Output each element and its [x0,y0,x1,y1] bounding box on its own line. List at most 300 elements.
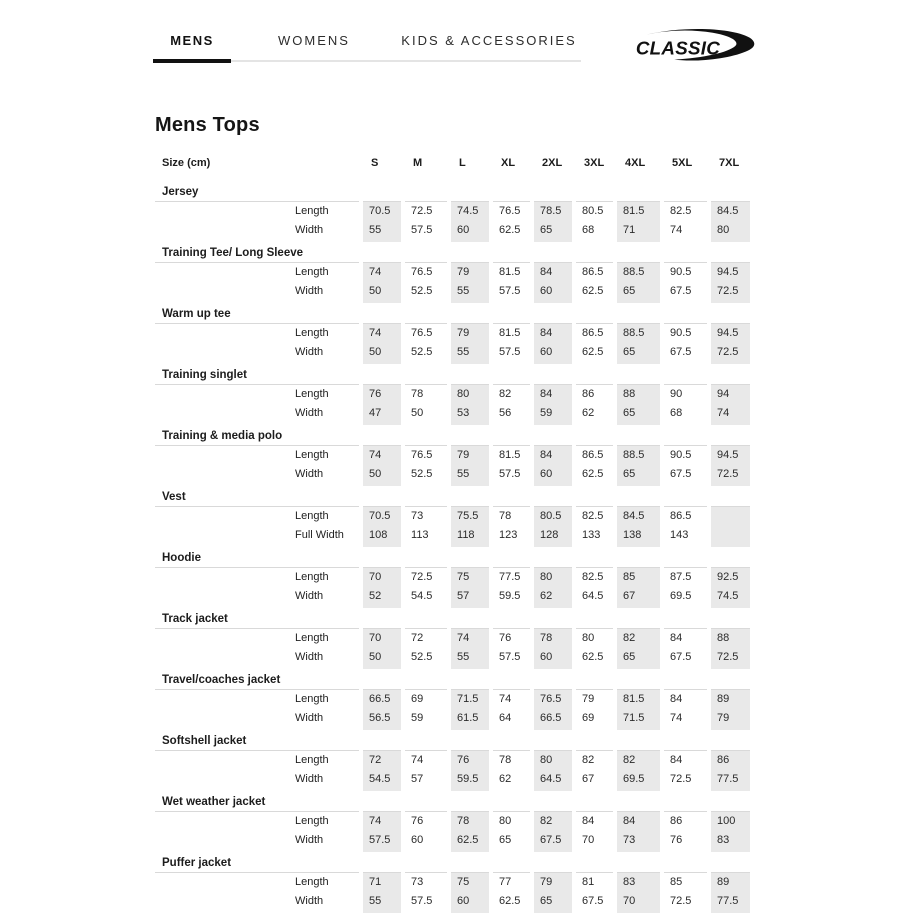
tab-womens[interactable]: WOMENS [278,33,350,48]
size-value-cell: 84 [662,690,709,710]
measurement-row [155,404,752,425]
row-spacer [155,770,295,791]
measurement-row [155,831,752,852]
size-value-cell: 90.5 [662,263,709,283]
measurement-label: Length [295,693,329,705]
size-header-row [155,153,752,181]
measurement-label: Length [295,205,329,217]
size-value-cell: 62.5 [574,282,615,303]
size-value-cell: 75 [449,568,491,588]
size-value-cell: 88.5 [615,446,662,466]
size-value-cell: 50 [361,648,403,669]
size-value-cell: 62.5 [491,892,532,913]
size-value-cell: 83 [709,831,752,852]
size-value-cell: 92.5 [709,568,752,588]
measurement-row [155,690,752,710]
size-value-cell: 82 [615,751,662,771]
size-value-cell: 88.5 [615,324,662,344]
size-value-cell: 84 [532,385,574,405]
size-value-cell: 86.5 [662,507,709,527]
size-value-cell: 78 [403,385,449,405]
size-value-cell: 85 [662,873,709,893]
size-value-cell: 62.5 [574,648,615,669]
size-value-cell: 79 [449,446,491,466]
row-spacer [155,221,295,242]
size-value-cell: 75.5 [449,507,491,527]
size-value-cell: 62 [491,770,532,791]
size-value-cell: 72.5 [403,202,449,222]
size-value-cell: 78 [449,812,491,832]
size-value-cell: 78 [532,629,574,649]
size-value-cell: 86.5 [574,263,615,283]
measurement-label: Width [295,407,324,419]
size-value-cell: 70 [615,892,662,913]
size-value-cell: 113 [403,526,449,547]
size-value-cell: 65 [615,343,662,364]
size-value-cell: 81.5 [491,263,532,283]
size-value-cell: 78 [491,507,532,527]
size-value-cell: 81.5 [491,324,532,344]
size-value-cell: 60 [449,892,491,913]
size-value-cell: 77.5 [709,892,752,913]
size-value-cell: 64.5 [532,770,574,791]
row-spacer [155,629,295,649]
measurement-label: Length [295,754,329,766]
size-value-cell: 81 [574,873,615,893]
size-value-cell: 67.5 [662,465,709,486]
category-name: Track jacket [155,608,752,629]
size-value-cell: 59 [403,709,449,730]
tab-mens[interactable]: MENS [170,33,214,48]
size-value-cell: 55 [449,465,491,486]
size-value-cell: 76 [449,751,491,771]
size-value-cell: 94 [709,385,752,405]
measurement-row [155,709,752,730]
size-value-cell: 81.5 [491,446,532,466]
size-value-cell: 55 [361,892,403,913]
size-value-cell: 52.5 [403,648,449,669]
logo-text: CLASSIC [635,37,721,59]
size-value-cell: 59.5 [449,770,491,791]
size-value-cell: 76.5 [403,446,449,466]
category-name: Training singlet [155,364,752,385]
size-chart-table [155,153,754,913]
size-value-cell: 94.5 [709,324,752,344]
size-value-cell: 72.5 [709,648,752,669]
size-value-cell: 54.5 [361,770,403,791]
measurement-label: Length [295,815,329,827]
size-value-cell: 62.5 [491,221,532,242]
category-row [155,242,752,263]
size-value-cell: 76 [361,385,403,405]
size-value-cell: 86 [574,385,615,405]
size-value-cell: 55 [449,282,491,303]
size-col-header: 4XL [625,157,646,169]
measurement-row [155,751,752,771]
measurement-row [155,770,752,791]
size-value-cell: 69 [574,709,615,730]
measurement-label: Length [295,266,329,278]
category-row [155,730,752,751]
size-value-cell: 138 [615,526,662,547]
measurement-label: Length [295,449,329,461]
size-value-cell: 74 [361,446,403,466]
size-col-header: 7XL [719,157,740,169]
size-value-cell: 128 [532,526,574,547]
size-value-cell: 71 [615,221,662,242]
size-value-cell: 118 [449,526,491,547]
size-value-cell: 50 [361,343,403,364]
category-row [155,181,752,202]
size-value-cell: 62 [532,587,574,608]
size-value-cell: 71 [361,873,403,893]
size-value-cell: 85 [615,568,662,588]
size-value-cell: 67.5 [574,892,615,913]
size-value-cell: 50 [361,282,403,303]
size-value-cell: 82 [574,751,615,771]
row-spacer [155,751,295,771]
category-name: Puffer jacket [155,852,752,873]
size-value-cell: 123 [491,526,532,547]
measurement-label: Width [295,224,324,236]
row-spacer [155,343,295,364]
measurement-label: Width [295,590,324,602]
size-value-cell: 65 [615,404,662,425]
measurement-row [155,446,752,466]
size-value-cell: 52.5 [403,465,449,486]
page-title: Mens Tops [155,114,260,136]
size-value-cell: 94.5 [709,446,752,466]
size-value-cell: 86 [662,812,709,832]
measurement-row [155,282,752,303]
measurement-label: Width [295,346,324,358]
size-value-cell: 73 [403,507,449,527]
size-col-header: 3XL [584,157,605,169]
size-value-cell: 74 [662,221,709,242]
row-spacer [155,282,295,303]
size-value-cell: 143 [662,526,709,547]
size-value-cell: 65 [615,648,662,669]
size-value-cell: 55 [361,221,403,242]
size-value-cell: 74 [709,404,752,425]
category-row [155,303,752,324]
size-value-cell: 84 [615,812,662,832]
size-value-cell: 76.5 [403,263,449,283]
size-value-cell: 81.5 [615,690,662,710]
size-col-header: M [413,157,423,169]
size-value-cell: 55 [449,343,491,364]
size-value-cell: 70 [361,568,403,588]
size-value-cell: 59 [532,404,574,425]
category-name: Travel/coaches jacket [155,669,752,690]
row-spacer [155,465,295,486]
measurement-label: Length [295,876,329,888]
size-value-cell: 90.5 [662,324,709,344]
size-value-cell: 67 [615,587,662,608]
size-value-cell: 69.5 [662,587,709,608]
size-value-cell: 65 [615,465,662,486]
measurement-row [155,385,752,405]
measurement-label: Length [295,632,329,644]
row-spacer [155,385,295,405]
size-value-cell: 74 [449,629,491,649]
category-name: Training & media polo [155,425,752,446]
row-spacer [155,446,295,466]
size-value-cell: 60 [532,648,574,669]
size-value-cell: 62.5 [574,343,615,364]
size-value-cell: 88 [615,385,662,405]
size-value-cell: 57.5 [491,282,532,303]
size-value-cell: 82 [532,812,574,832]
size-value-cell: 67.5 [662,282,709,303]
size-value-cell: 77 [491,873,532,893]
size-value-cell: 80 [574,629,615,649]
size-value-cell: 133 [574,526,615,547]
size-value-cell: 57.5 [491,648,532,669]
size-value-cell: 74 [491,690,532,710]
size-value-cell: 86.5 [574,324,615,344]
category-row [155,852,752,873]
size-value-cell: 70.5 [361,507,403,527]
size-value-cell: 88.5 [615,263,662,283]
size-value-cell: 84 [532,446,574,466]
size-value-cell: 82 [491,385,532,405]
size-value-cell: 84 [662,751,709,771]
size-value-cell: 74 [403,751,449,771]
row-spacer [155,587,295,608]
size-value-cell: 75 [449,873,491,893]
size-value-cell: 76.5 [403,324,449,344]
row-spacer [155,526,295,547]
size-col-header: L [459,157,466,169]
size-value-cell: 84 [574,812,615,832]
measurement-label: Length [295,510,329,522]
size-value-cell: 80 [449,385,491,405]
size-value-cell: 80.5 [574,202,615,222]
size-value-cell: 70.5 [361,202,403,222]
size-value-cell: 80 [532,568,574,588]
size-col-header: S [371,157,379,169]
category-name: Training Tee/ Long Sleeve [155,242,752,263]
category-tabs [153,33,581,63]
measurement-label: Width [295,773,324,785]
measurement-row [155,202,752,222]
size-value-cell: 77.5 [491,568,532,588]
size-value-cell: 80 [709,221,752,242]
size-col-header: XL [501,157,516,169]
measurement-row [155,629,752,649]
size-value-cell: 89 [709,690,752,710]
category-name: Softshell jacket [155,730,752,751]
measurement-row [155,221,752,242]
size-value-cell: 69 [403,690,449,710]
size-value-cell: 74.5 [449,202,491,222]
size-value-cell: 89 [709,873,752,893]
size-value-cell: 74 [361,812,403,832]
size-value-cell: 68 [662,404,709,425]
row-spacer [155,648,295,669]
measurement-row [155,568,752,588]
measurement-row [155,526,752,547]
measurement-row [155,812,752,832]
category-name: Wet weather jacket [155,791,752,812]
size-value-cell: 74 [662,709,709,730]
size-value-cell: 73 [615,831,662,852]
measurement-row [155,507,752,527]
row-spacer [155,690,295,710]
category-row [155,364,752,385]
size-value-cell: 77.5 [709,770,752,791]
size-unit-label: Size (cm) [162,157,211,169]
size-value-cell: 76.5 [491,202,532,222]
size-col-header: 5XL [672,157,693,169]
category-row [155,608,752,629]
size-value-cell: 71.5 [615,709,662,730]
size-value-cell: 64 [491,709,532,730]
measurement-label: Length [295,388,329,400]
size-value-cell: 66.5 [532,709,574,730]
size-value-cell: 87.5 [662,568,709,588]
size-value-cell: 81.5 [615,202,662,222]
size-value-cell: 82 [615,629,662,649]
row-spacer [155,831,295,852]
measurement-row [155,587,752,608]
classic-brand-logo [633,22,755,68]
size-value-cell: 56.5 [361,709,403,730]
size-value-cell: 57.5 [491,343,532,364]
size-value-cell: 52 [361,587,403,608]
size-value-cell: 79 [449,324,491,344]
size-value-cell: 86.5 [574,446,615,466]
size-value-cell: 90 [662,385,709,405]
size-value-cell: 79 [574,690,615,710]
measurement-row [155,263,752,283]
tab-kids-accessories[interactable]: KIDS & ACCESSORIES [401,33,577,48]
category-name: Jersey [155,181,752,202]
size-value-cell: 60 [532,343,574,364]
size-value-cell: 57.5 [403,892,449,913]
measurement-row [155,873,752,893]
category-name: Vest [155,486,752,507]
size-value-cell: 50 [361,465,403,486]
size-value-cell: 52.5 [403,282,449,303]
size-value-cell: 47 [361,404,403,425]
size-value-cell: 74.5 [709,587,752,608]
size-value-cell: 57.5 [361,831,403,852]
size-value-cell: 66.5 [361,690,403,710]
measurement-label: Length [295,327,329,339]
size-value-cell: 65 [615,282,662,303]
category-name: Hoodie [155,547,752,568]
size-value-cell: 84 [532,324,574,344]
size-value-cell: 72.5 [662,892,709,913]
size-value-cell: 76.5 [532,690,574,710]
tab-bar-divider [231,60,581,62]
measurement-row [155,343,752,364]
size-value-cell: 90.5 [662,446,709,466]
size-value-cell: 72.5 [403,568,449,588]
size-value-cell: 60 [532,465,574,486]
size-value-cell: 79 [709,709,752,730]
size-value-cell: 72.5 [662,770,709,791]
row-spacer [155,709,295,730]
size-value-cell: 64.5 [574,587,615,608]
size-value-cell: 79 [449,263,491,283]
size-value-cell: 60 [403,831,449,852]
measurement-label: Width [295,468,324,480]
row-spacer [155,202,295,222]
size-value-cell: 61.5 [449,709,491,730]
row-spacer [155,568,295,588]
size-value-cell: 72.5 [709,343,752,364]
category-row [155,486,752,507]
active-tab-underline [153,59,231,63]
size-value-cell: 78.5 [532,202,574,222]
row-spacer [155,892,295,913]
size-value-cell: 76 [403,812,449,832]
measurement-label: Width [295,651,324,663]
size-value-cell: 84 [532,263,574,283]
category-row [155,669,752,690]
size-value-cell: 57 [449,587,491,608]
row-spacer [155,263,295,283]
size-value-cell: 50 [403,404,449,425]
size-chart-body [155,181,752,913]
size-value-cell: 73 [403,873,449,893]
size-value-cell: 74 [361,263,403,283]
row-spacer [155,812,295,832]
measurement-row [155,324,752,344]
measurement-row [155,648,752,669]
size-value-cell: 80.5 [532,507,574,527]
size-value-cell: 65 [532,892,574,913]
size-value-cell [709,507,752,527]
size-value-cell [709,526,752,547]
size-value-cell: 82.5 [662,202,709,222]
size-value-cell: 68 [574,221,615,242]
size-value-cell: 78 [491,751,532,771]
site-header [0,0,900,78]
category-row [155,791,752,812]
size-value-cell: 67 [574,770,615,791]
size-value-cell: 59.5 [491,587,532,608]
size-value-cell: 57.5 [403,221,449,242]
size-value-cell: 84 [662,629,709,649]
size-value-cell: 76 [662,831,709,852]
size-value-cell: 56 [491,404,532,425]
size-value-cell: 55 [449,648,491,669]
size-value-cell: 52.5 [403,343,449,364]
size-value-cell: 67.5 [532,831,574,852]
size-value-cell: 60 [449,221,491,242]
size-value-cell: 79 [532,873,574,893]
size-value-cell: 72.5 [709,282,752,303]
size-value-cell: 67.5 [662,343,709,364]
size-value-cell: 84.5 [709,202,752,222]
measurement-row [155,465,752,486]
size-value-cell: 54.5 [403,587,449,608]
size-value-cell: 72 [403,629,449,649]
measurement-label: Full Width [295,529,344,541]
category-row [155,425,752,446]
category-row [155,547,752,568]
size-value-cell: 60 [532,282,574,303]
row-spacer [155,404,295,425]
swoosh-logo-icon [633,22,755,68]
size-value-cell: 76 [491,629,532,649]
measurement-label: Width [295,712,324,724]
measurement-label: Width [295,285,324,297]
